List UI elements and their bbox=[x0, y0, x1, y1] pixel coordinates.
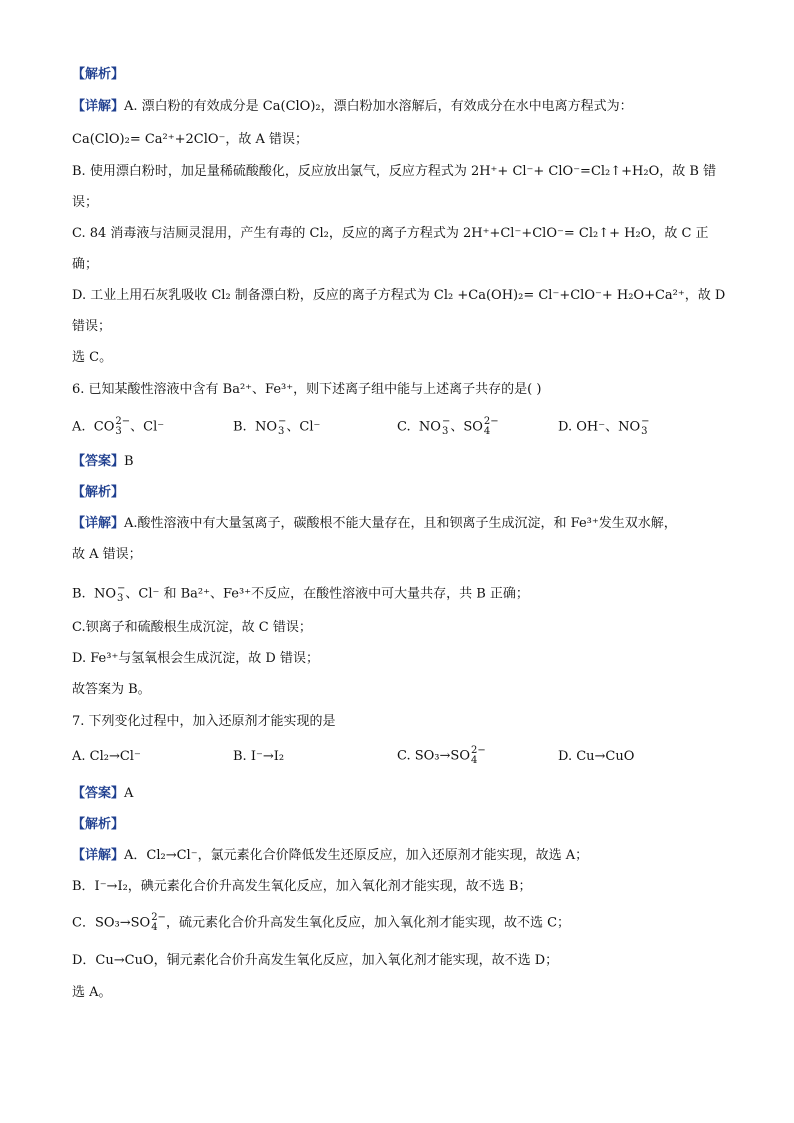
q7-answer bbox=[72, 786, 133, 802]
q6-option-c bbox=[397, 417, 499, 437]
q7-conclusion: 选 A。 bbox=[72, 985, 112, 1000]
q7-detail-line-c bbox=[72, 913, 570, 933]
detail-line-a2: Ca(ClO)₂= Ca²⁺+2ClO⁻，故 A 错误； bbox=[72, 132, 309, 147]
detail-line-d1: D. 工业上用石灰乳吸收 Cl₂ 制备漂白粉，反应的离子方程式为 Cl₂ +Ca(OH)₂= Cl⁻+ClO⁻+ H₂O+Ca²⁺，故 D bbox=[72, 288, 726, 303]
detail-text: A.酸性溶液中有大量氢离子，碳酸根不能大量存在，且和钡离子生成沉淀，和 Fe³⁺发生双水解， bbox=[124, 516, 677, 531]
option-label: A. bbox=[72, 419, 86, 435]
ion-charge: − 3 bbox=[441, 416, 451, 437]
detail-text: A. 漂白粉的有效成分是 Ca(ClO)₂，漂白粉加水溶解后，有效成分在水中电离方程式为： bbox=[124, 99, 633, 114]
q6-detail-line-a2: 故 A 错误； bbox=[72, 547, 142, 562]
conclusion: 选 C。 bbox=[72, 350, 113, 365]
q7-option-b: B. I⁻→I₂ bbox=[233, 749, 285, 764]
ion-formula: C. SO₃→SO bbox=[397, 748, 470, 764]
detail-heading: 【详解】 bbox=[72, 848, 125, 863]
ion-charge: 2− 4 bbox=[483, 416, 499, 437]
q7-detail-line-a bbox=[72, 848, 588, 864]
q6-detail-line-a1 bbox=[72, 516, 677, 532]
ion-charge: 2− 3 bbox=[115, 416, 131, 437]
option-rest: 、Cl⁻ bbox=[286, 419, 321, 435]
detail-line-c1: C. 84 消毒液与洁厕灵混用，产生有毒的 Cl₂，反应的离子方程式为 2H⁺+Cl⁻+ClO⁻= Cl₂↑+ H₂O，故 C 正 bbox=[72, 226, 709, 241]
question-6-stem: 6. 已知某酸性溶液中含有 Ba²⁺、Fe³⁺，则下述离子组中能与上述离子共存的是( ) bbox=[72, 382, 542, 397]
q7-analysis-heading: 【解析】 bbox=[72, 817, 125, 832]
ion-charge: − 3 bbox=[278, 416, 287, 437]
option-rest: 、Cl⁻ bbox=[130, 419, 165, 435]
ion-formula: NO bbox=[254, 419, 277, 435]
option-label: B. bbox=[233, 419, 247, 435]
q6-answer bbox=[72, 454, 134, 470]
ion-charge: 2− 4 bbox=[470, 745, 486, 766]
detail-text: ，硫元素化合价升高发生氧化反应，加入氧化剂才能实现，故不选 C； bbox=[165, 915, 571, 931]
question-7-stem: 7. 下列变化过程中，加入还原剂才能实现的是 bbox=[72, 714, 336, 729]
detail-line-c2: 确； bbox=[72, 257, 99, 272]
answer-value: B bbox=[124, 454, 134, 469]
q6-analysis-heading: 【解析】 bbox=[72, 485, 125, 500]
q6-option-d bbox=[558, 417, 650, 437]
ion-formula: 、SO bbox=[450, 419, 483, 435]
q6-detail-line-d: D. Fe³⁺与氢氧根会生成沉淀，故 D 错误； bbox=[72, 651, 319, 666]
ion-formula: C．SO₃→SO bbox=[72, 915, 151, 931]
q6-detail-line-c: C.钡离子和硫酸根生成沉淀，故 C 错误； bbox=[72, 620, 312, 635]
q7-detail-line-d: D．Cu→CuO，铜元素化合价升高发生氧化反应，加入氧化剂才能实现，故不选 D； bbox=[72, 953, 559, 968]
detail-line-b2: 误； bbox=[72, 195, 99, 210]
answer-heading: 【答案】 bbox=[72, 454, 125, 469]
ion-formula: NO bbox=[618, 419, 641, 435]
ion-charge: 2− 4 bbox=[151, 912, 166, 933]
answer-heading: 【答案】 bbox=[72, 786, 125, 801]
option-label: B. bbox=[72, 586, 86, 602]
analysis-heading: 【解析】 bbox=[72, 67, 125, 82]
ion-formula: NO bbox=[93, 586, 116, 602]
q7-option-c bbox=[397, 746, 486, 766]
q7-detail-line-b: B．I⁻→I₂，碘元素化合价升高发生氧化反应，加入氧化剂才能实现，故不选 B； bbox=[72, 879, 532, 894]
q7-option-d: D. Cu→CuO bbox=[558, 749, 635, 764]
detail-heading: 【详解】 bbox=[72, 516, 125, 531]
q7-option-a: A. Cl₂→Cl⁻ bbox=[72, 749, 141, 764]
q6-detail-line-b bbox=[72, 584, 529, 604]
q6-conclusion: 故答案为 B。 bbox=[72, 682, 151, 697]
ion-charge: − 3 bbox=[641, 416, 650, 437]
detail-line-d2: 错误； bbox=[72, 319, 112, 334]
detail-line-a1 bbox=[72, 99, 633, 115]
ion-charge: − 3 bbox=[117, 583, 126, 604]
q6-option-b bbox=[233, 417, 320, 437]
option-label: C. bbox=[397, 419, 411, 435]
answer-value: A bbox=[124, 786, 134, 801]
ion-formula: NO bbox=[418, 419, 441, 435]
detail-text: A．Cl₂→Cl⁻，氯元素化合价降低发生还原反应，加入还原剂才能实现，故选 A； bbox=[124, 848, 589, 863]
option-label: D. OH⁻、 bbox=[558, 419, 619, 435]
detail-text: 、Cl⁻ 和 Ba²⁺、Fe³⁺不反应，在酸性溶液中可大量共存，共 B 正确； bbox=[125, 586, 529, 602]
detail-heading: 【详解】 bbox=[72, 99, 125, 114]
ion-formula: CO bbox=[93, 419, 115, 435]
q6-option-a bbox=[72, 417, 164, 437]
detail-line-b1: B. 使用漂白粉时，加足量稀硫酸酸化，反应放出氯气，反应方程式为 2H⁺+ Cl⁻+ ClO⁻=Cl₂↑+H₂O，故 B 错 bbox=[72, 164, 717, 179]
